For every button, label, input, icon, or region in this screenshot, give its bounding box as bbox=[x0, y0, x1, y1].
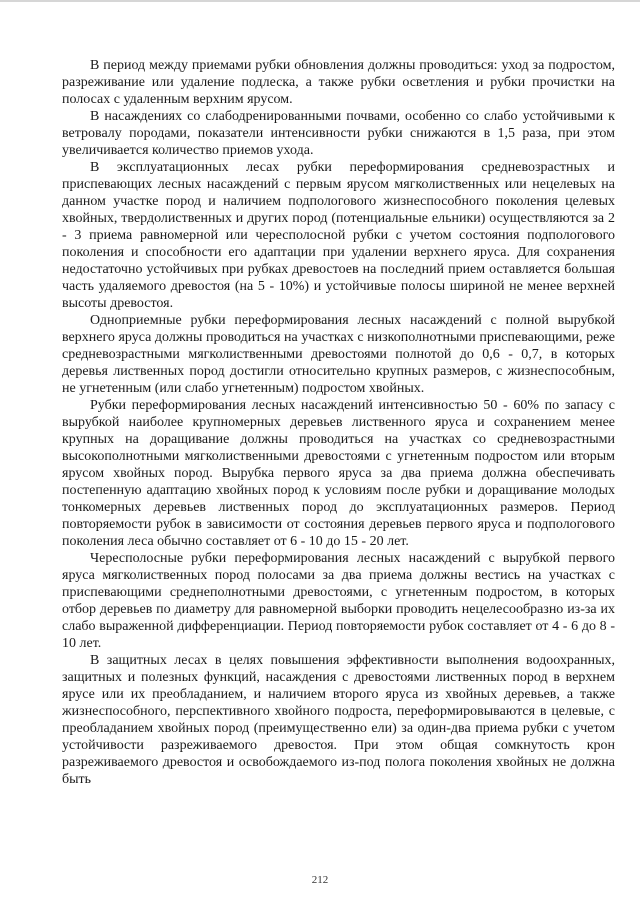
paragraph-2: В насаждениях со слабодренированными почвами, особенно со слабо устойчивыми к ветровалу породами, показатели интенсивности рубки снижаются в 1,5 раза, при этом увеличивается количество приемов ухода. bbox=[62, 109, 615, 158]
paragraph-5: Рубки переформирования лесных насаждений интенсивностью 50 - 60% по запасу с вырубкой наиболее крупномерных деревьев лиственного яруса и сохранением менее крупных на доращивание должны проводиться на участках со средневозрастными высокополнотными мягколиственными древостоями с угнетенным подростом или вторым ярусом хвойных пород. Вырубка первого яруса за два приема должна обеспечивать постепенную адаптацию хвойных пород к условиям после рубки и доращивание молодых тонкомерных деревьев лиственных пород до эксплуатационных размеров. Период повторяемости рубок в зависимости от состояния деревьев первого яруса и подпологового поколения леса обычно составляет от 6 - 10 до 15 - 20 лет. bbox=[62, 398, 615, 549]
paragraph-6: Чересполосные рубки переформирования лесных насаждений с вырубкой первого яруса мягколиственных пород полосами за два приема должны вестись на участках с приспевающими среднеполнотными древостоями, с угнетенным подростом, в которых отбор деревьев по диаметру для равномерной выборки проводить нецелесообразно из-за их слабо выраженной дифференциации. Период повторяемости рубок составляет от 4 - 6 до 8 - 10 лет. bbox=[62, 551, 615, 651]
paragraph-4: Одноприемные рубки переформирования лесных насаждений с полной вырубкой верхнего яруса должны проводиться на участках с низкополнотными приспевающими, реже средневозрастными мягколиственными древостоями полнотой до 0,6 - 0,7, в которых деревья лиственных пород достигли относительно крупных размеров, с жизнеспособным, не угнетенным (или слабо угнетенным) подростом хвойных. bbox=[62, 313, 615, 396]
paragraph-7: В защитных лесах в целях повышения эффективности выполнения водоохранных, защитных и полезных функций, насаждения с древостоями лиственных пород в верхнем ярусе или их преобладанием, и наличием второго яруса из хвойных деревьев, а также жизнеспособного, перспективного хвойного подроста, переформировываются в целевые, с преобладанием хвойных пород (преимущественно ели) за один-два приема рубки с учетом устойчивости разреживаемого древостоя. При этом общая сомкнутость крон разреживаемого древостоя и освобождаемого из-под полога поколения хвойных не должна быть bbox=[62, 653, 615, 787]
paragraph-3: В эксплуатационных лесах рубки переформирования средневозрастных и приспевающих лесных насаждений с первым ярусом мягколиственных или нецелевых на данном участке пород и наличием подпологового жизнеспособного поколения целевых хвойных, твердолиственных и других пород (потенциальные ельники) осуществляются за 2 - 3 приема равномерной или чересполосной рубки с учетом состояния подпологового поколения и способности его адаптации при удалении верхнего яруса. Для сохранения недостаточно устойчивых при рубках древостоев на последний прием оставляется большая часть удаляемого древостоя (на 5 - 10%) и устойчивые полосы шириной не менее верхней высоты древостоя. bbox=[62, 160, 615, 311]
page-number: 212 bbox=[311, 874, 329, 886]
document-body bbox=[62, 57, 615, 788]
scan-edge bbox=[0, 0, 640, 2]
paragraph-1: В период между приемами рубки обновления должны проводиться: уход за подростом, разреживание или удаление подлеска, а также рубки осветления и рубки прочистки на полосах с удаленным верхним ярусом. bbox=[62, 58, 615, 107]
